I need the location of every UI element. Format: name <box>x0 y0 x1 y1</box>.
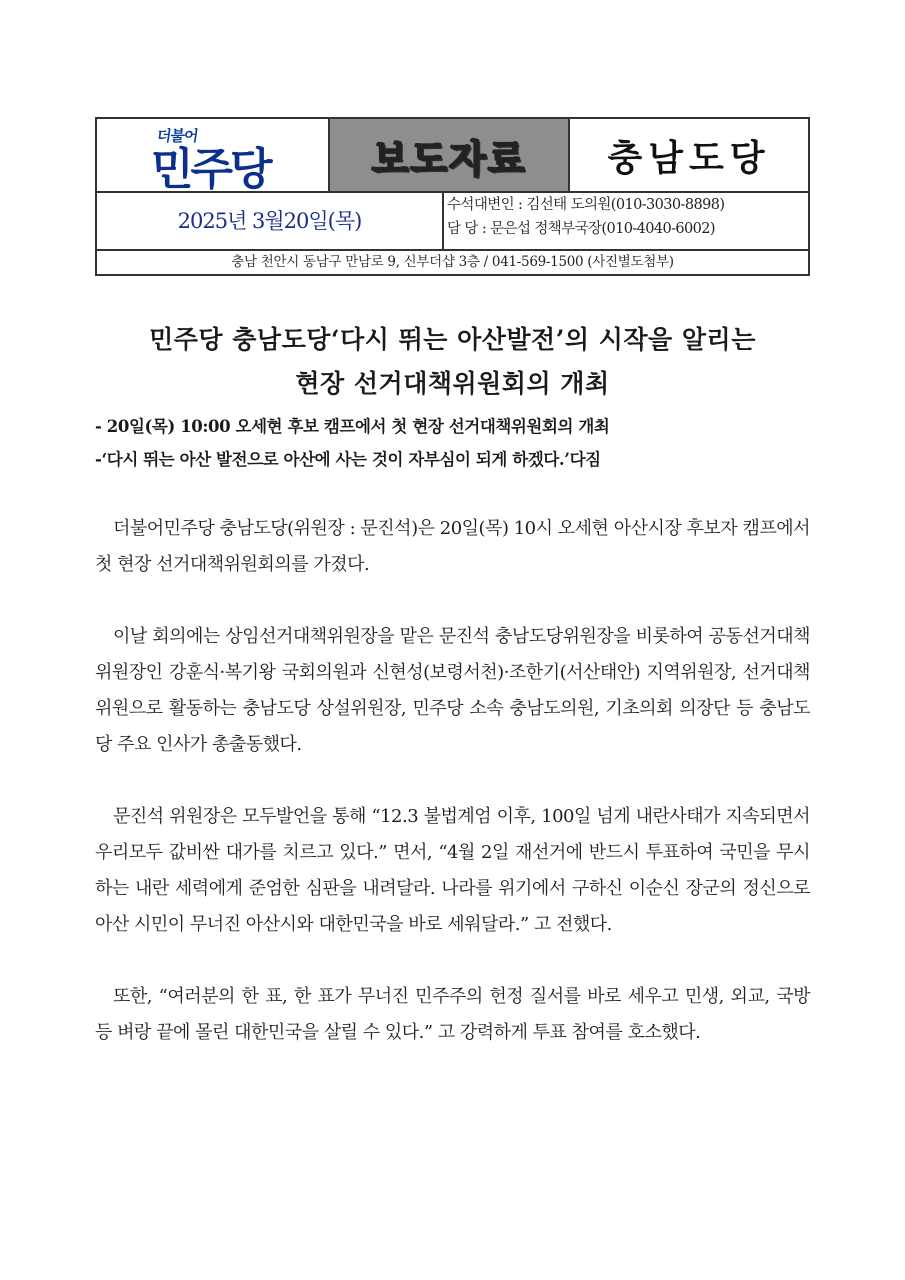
subheading-2: -‘다시 뛰는 아산 발전으로 아산에 사는 것이 자부심이 되게 하겠다.’다짐 <box>95 450 601 469</box>
office-address: 충남 천안시 동남구 만남로 9, 신부더샵 3층 / 041-569-1500 (사진별도첨부) <box>231 254 674 270</box>
release-date: 2025년 3월20일(목) <box>177 209 362 233</box>
press-header-table <box>95 117 810 276</box>
logo-small-text: 더불어 <box>155 127 199 145</box>
party-logo <box>97 119 330 195</box>
paragraph-1 <box>95 511 810 583</box>
header-top-row <box>97 119 808 193</box>
contact-cell <box>447 193 808 247</box>
paragraph-3-text: 문진석 위원장은 모두발언을 통해 “12.3 불법계엄 이후, 100일 넘게 내란사태가 지속되면서 우리모두 값비싼 대가를 치르고 있다.” 면서, “4월 2일 재선거에 반드시 투표하여 국민을 무시하는 내란 세력에게 준엄한 심판을 내려달라. 나라를 위기에서 구하신 이순신 장군의 정신으로 아산 시민이 무너진 아산시와 대한민국을 바로 세워달라.” 고 전했다. <box>95 806 810 935</box>
contact-manager: 담 당 : 문은섭 정책부국장(010-4040-6002) <box>447 221 715 237</box>
contact-spokesperson: 수석대변인 : 김선태 도의원(010-3030-8898) <box>447 197 725 213</box>
logo-big-text: 민주당 <box>151 144 270 195</box>
paragraph-1-text: 더불어민주당 충남도당(위원장 : 문진석)은 20일(목) 10시 오세현 아산시장 후보자 캠프에서 첫 현장 선거대책위원회의를 가졌다. <box>95 518 810 575</box>
date-cell <box>97 191 444 249</box>
header-address-row <box>97 251 808 274</box>
paragraph-2-text: 이날 회의에는 상임선거대책위원장을 맡은 문진석 충남도당위원장을 비롯하여 공동선거대책위원장인 강훈식·복기왕 국회의원과 신현성(보령서천)·조한기(서산태안) 지역위원장, 선거대책위원으로 활동하는 충남도당 상설위원장, 민주당 소속 충남도의원, 기초의회 의장단 등 충남도당 주요 인사가 총출동했다. <box>95 626 810 755</box>
headline-line-1: 민주당 충남도당‘다시 뛰는 아산발전’의 시작을 알리는 <box>149 325 756 354</box>
paragraph-4 <box>95 979 810 1051</box>
paragraph-3 <box>95 799 810 943</box>
press-release-label: 보도자료 <box>371 135 527 181</box>
article-body <box>95 511 810 1087</box>
press-release-label-cell <box>330 119 570 191</box>
headline <box>60 318 845 406</box>
subheading-1: - 20일(목) 10:00 오세현 후보 캠프에서 첫 현장 선거대책위원회의 개최 <box>95 417 610 436</box>
paragraph-4-text: 또한, “여러분의 한 표, 한 표가 무너진 민주주의 헌정 질서를 바로 세우고 민생, 외교, 국방 등 벼랑 끝에 몰린 대한민국을 살릴 수 있다.” 고 강력하게 투표 참여를 호소했다. <box>95 986 810 1043</box>
org-cell <box>570 119 808 191</box>
paragraph-2 <box>95 619 810 763</box>
header-middle-row <box>97 191 808 251</box>
headline-line-2: 현장 선거대책위원회의 개최 <box>295 369 610 398</box>
org-name: 충남도당 <box>607 137 771 179</box>
subheadings <box>95 410 835 476</box>
